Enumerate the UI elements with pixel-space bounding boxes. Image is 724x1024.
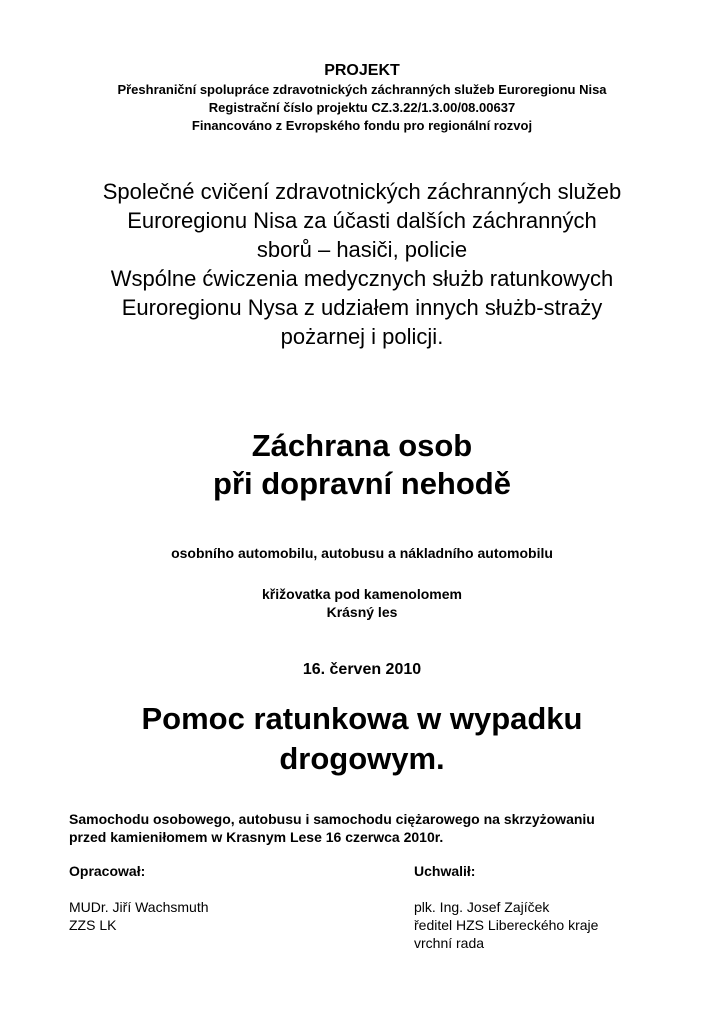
project-name: Přeshraniční spolupráce zdravotnických záchranných služeb Euroregionu Nisa — [117, 82, 607, 97]
project-title: PROJEKT — [324, 62, 400, 79]
location — [0, 585, 724, 621]
location-line: křižovatka pod kamenolomem — [262, 586, 462, 602]
intro-line: Wspólne ćwiczenia medycznych służb ratunkowych — [110, 266, 614, 291]
polish-description-line: przed kamieniłomem w Krasnym Lese 16 czerwca 2010r. — [69, 829, 444, 845]
prepared-by-heading: Opracował: — [69, 863, 146, 879]
vehicles-subtitle: osobního automobilu, autobusu a nákladního automobilu — [171, 545, 553, 561]
approved-by-block — [414, 862, 714, 952]
polish-title — [0, 699, 724, 779]
approved-by-name: plk. Ing. Josef Zajíček — [414, 899, 550, 915]
approved-by-heading: Uchwalił: — [414, 863, 476, 879]
intro-line: Euroregionu Nysa z udziałem innych służb-straży — [121, 295, 603, 320]
polish-title-line: drogowym. — [279, 741, 445, 776]
project-funding: Financováno z Evropského fondu pro regionální rozvoj — [191, 118, 533, 133]
prepared-by-org: ZZS LK — [69, 917, 117, 933]
intro-line: pożarnej i policji. — [280, 324, 444, 349]
event-date: 16. červen 2010 — [302, 661, 422, 678]
prepared-by-name: MUDr. Jiří Wachsmuth — [69, 899, 209, 915]
main-title — [0, 427, 724, 503]
project-info — [0, 81, 724, 135]
main-title-line: při dopravní nehodě — [213, 466, 511, 501]
polish-description-line: Samochodu osobowego, autobusu i samochodu ciężarowego na skrzyżowaniu — [69, 811, 595, 827]
intro-line: Euroregionu Nisa za účasti dalších záchranných — [127, 208, 597, 233]
approved-by-rank: vrchní rada — [414, 935, 485, 951]
project-registration: Registrační číslo projektu CZ.3.22/1.3.00/08.00637 — [208, 100, 516, 115]
exercise-intro — [0, 177, 724, 351]
location-line: Krásný les — [326, 604, 398, 620]
prepared-by-block — [69, 862, 369, 934]
intro-line: Společné cvičení zdravotnických záchranných služeb — [102, 179, 622, 204]
approved-by-position: ředitel HZS Libereckého kraje — [414, 917, 599, 933]
intro-line: sborů – hasiči, policie — [256, 237, 468, 262]
polish-description — [69, 810, 689, 846]
main-title-line: Záchrana osob — [251, 428, 473, 463]
polish-title-line: Pomoc ratunkowa w wypadku — [141, 701, 583, 736]
